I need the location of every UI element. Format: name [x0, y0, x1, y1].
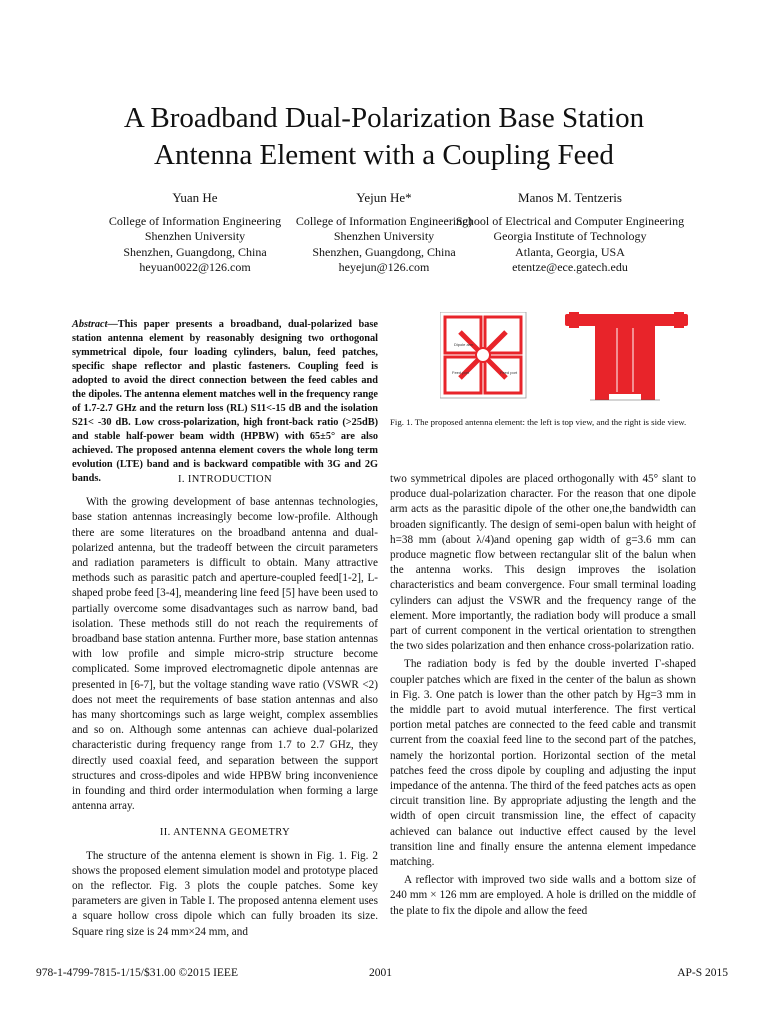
paper-title: A Broadband Dual-Polarization Base Station Antenna Element with a Coupling Feed	[123, 102, 645, 171]
footer-page-number: 2001	[369, 967, 392, 979]
author-name: Yejun He*	[356, 190, 412, 205]
right-paragraph-3: A reflector with improved two side walls and a bottom size of 240 mm × 126 mm are employed. A hole is drilled on the middle of the plate to fix the dipole and allow the feed	[390, 874, 696, 917]
feed-port-label: Feed port	[452, 370, 470, 375]
footer-isbn: 978-1-4799-7815-1/15/$31.00 ©2015 IEEE	[36, 967, 238, 979]
author-name: Manos M. Tentzeris	[518, 190, 622, 205]
antenna-top-view	[440, 312, 526, 398]
author-email: etentze@ece.gatech.edu	[512, 260, 628, 274]
abstract-text: —This paper presents a broadband, dual-polarized base station antenna element by reasonably designing two orthogonal symmetrical dipole, four loading cylinders, balun, feed patches, specific shape reflector and plastic fasteners. Coupling feed is adopted to avoid the direct connection between the feed cables and the dipoles. The antenna element matches well in the frequency range of 1.7-2.7 GHz and the return loss (RL) S11<-15 dB and the isolation S21< -30 dB. Low cross-polarization, high front-back ratio (>25dB) and stable half-power beam width (HPBW) with 65±5° are also achieved. The proposed antenna element covers the whole long term evolution (LTE) band and is backward compatible with 3G and 2G bands.	[72, 319, 378, 484]
section-heading-geometry: II. ANTENNA GEOMETRY	[159, 827, 291, 839]
footer-conference: AP-S 2015	[677, 967, 728, 979]
author-email: heyuan0022@126.com	[139, 260, 251, 274]
right-paragraph-2: The radiation body is fed by the double inverted Γ-shaped coupler patches which are fixed in the center of the balun as shown in Fig. 3. One patch is lower than the other patch by Hg=3 mm in the middle part to avoid mutual interference. The first vertical portion metal patches are connected to the feed cable and transmit current from the coaxial feed line to the second part of the patches, namely the horizontal portion. Horizontal section of the metal patches feed the cross dipole by coupling and adjusting the input impedance of the antenna. The third of the feed patches acts as open circuit transition line. By appropriate adjusting the length and the width of open circuit transmission line, the effect of capacity achieved can balance out inductive effect caused by the level transition line and finally ensure the antenna element impedance matching.	[390, 658, 696, 869]
right-paragraph-1: two symmetrical dipoles are placed orthogonally with 45° slant to produce dual-polarization character. For the reason that one dipole arm acts as the parasitic dipole of the other one,the bandwidth can broaden significantly. The design of semi-open balun with height of h=38 mm (about λ/4)and opening gap width of g=3.6 mm can produce magnetic flow between rectangular slit of the balun when the antenna works. This design improves the isolation characteristics and beam convergence. Four small terminal loading cylinders can adjust the VSWR and the frequency range of the element. More importantly, the radiation body will produce a small part of current component in the vertical orientation to strengthen the two sides polarization and then enhance cross-polarization ratio.	[390, 473, 696, 653]
antenna-figure	[440, 312, 700, 404]
dipole-arm-label: Dipole arm	[454, 342, 474, 347]
left-column	[72, 472, 378, 940]
author-block-2: Yejun He* College of Information Engineering) Shenzhen University Shenzhen, Guangdong, China heyejun@126.com	[256, 190, 512, 276]
intro-paragraph: With the growing development of base antennas technologies, base station antennas increasingly become low-profile. Although there are some literatures on the broadband antenna and dual-polarized antenna, but the tradeoff between the circuit parameters and radiation parameters is difficult to obtain. Many attractive methods such as parasitic patch and aperture-coupled feed[1-2], L-shaped probe feed [3-4], meandering line feed [5] have been used to partially overcome some disadvantages such as narrow band, bad isolation. These methods still do not reach the requirements of broadband base station antenna. Further more, base station antennas with low profile and simple micro-strip structure become complicated. Some improved electromagnetic dipole antennas are presented in [6-7], but the voltage standing wave ratio (VSWR <2) does not meet the requirements of base station antennas and also has many shortcomings such as large weight, complex assemblies and so on. Although some antennas can achieve dual-polarized characteristic during frequency range from 1.7 to 2.7 GHz, they directly used coaxial feed, and separation between the support structures and cross-dipoles and wide HPBW bring inconvenience in founding and third order intermodulation when forming a large antenna array.	[72, 496, 378, 813]
section-heading-intro: I. INTRODUCTION	[177, 474, 273, 485]
figure-caption: Fig. 1. The proposed antenna element: the left is top view, and the right is side view.	[390, 417, 687, 427]
author-block-1: Yuan He College of Information Engineering Shenzhen University Shenzhen, Guangdong, China heyuan0022@126.com	[67, 190, 323, 276]
author-email: heyejun@126.com	[338, 260, 430, 274]
geometry-paragraph: The structure of the antenna element is shown in Fig. 1. Fig. 2 shows the proposed element simulation model and prototype placed on the reflector. Fig. 3 plots the couple patches. Some key parameters are given in Table I. The proposed antenna element uses a square hollow cross dipole which can fully broaden its size. Square ring size is 24 mm×24 mm, and	[72, 849, 378, 938]
antenna-side-view	[565, 312, 688, 400]
feed-port-label-2: Feed port	[500, 370, 518, 375]
author-name: Yuan He	[172, 190, 218, 205]
abstract	[72, 318, 378, 486]
abstract-label: Abstract	[72, 319, 108, 330]
author-block-3: Manos M. Tentzeris School of Electrical and Computer Engineering Georgia Institute of Technology Atlanta, Georgia, USA etentze@ece.gatech.edu	[442, 190, 698, 276]
right-column	[390, 472, 696, 919]
